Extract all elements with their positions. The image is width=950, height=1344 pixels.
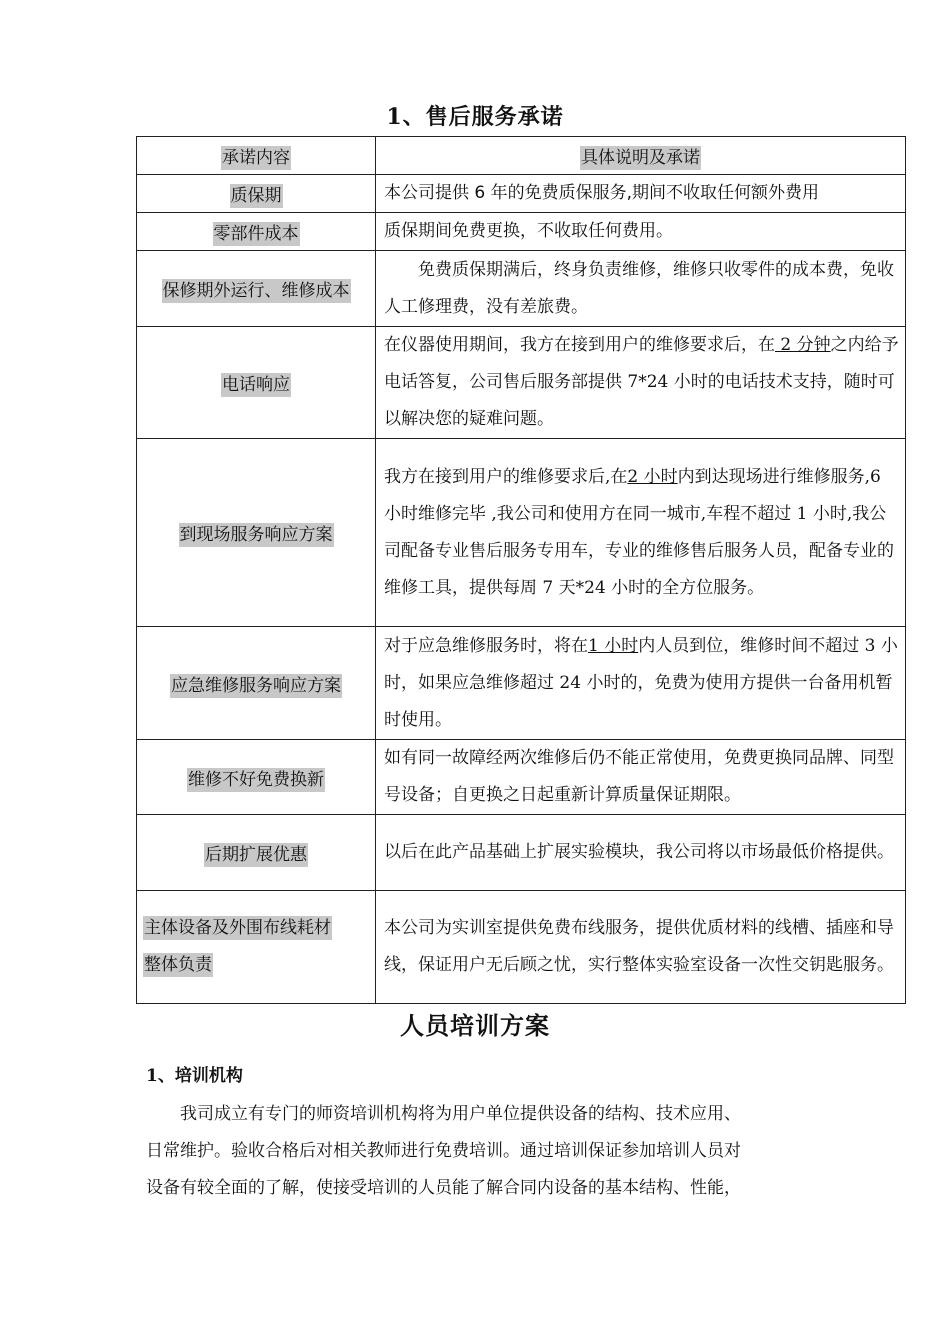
row-desc: 本公司为实训室提供免费布线服务，提供优质材料的线槽、插座和导线，保证用户无后顾之忧，实行整体实验室设备一次性交钥匙服务。 [376,891,906,1004]
table-row [137,439,906,627]
row-item: 零部件成本 [213,224,299,244]
row-item: 主体设备及外围布线耗材 [144,918,331,938]
row-desc: 质保期间免费更换，不收取任何费用。 [376,213,906,251]
header-description: 具体说明及承诺 [581,148,700,168]
row-item: 电话响应 [222,375,290,395]
table-header-row [137,137,906,175]
response-time: 1 小时 [588,635,639,656]
table-row [137,627,906,740]
after-sales-table [136,136,906,1004]
response-time: 2 分钟 [775,335,831,355]
row-item-line2: 整体负责 [144,955,212,975]
table-row [137,251,906,327]
row-item: 应急维修服务响应方案 [171,675,341,696]
paragraph-line: 设备有较全面的了解，使接受培训的人员能了解合同内设备的基本结构、性能， [146,1178,741,1198]
row-item: 保修期外运行、维修成本 [162,281,350,301]
table-row [137,740,906,815]
table-row [137,327,906,439]
section-title-training: 人员培训方案 [400,1011,550,1040]
table-row [137,213,906,251]
table-row [137,891,906,1004]
row-desc: 我方在接到用户的维修要求后,在2 小时内到达现场进行维修服务,6 小时维修完毕 ,我公司和使用方在同一城市,车程不超过 1 小时,我公司配备专业售后服务专用车，专业的维修售后服务人员，配备专业的维修工具，提供每周 7 天*24 小时的全方位服务。 [376,439,906,627]
section-title-after-sales: 1、售后服务承诺 [386,104,564,130]
row-item: 质保期 [230,186,282,206]
paragraph-line: 日常维护。验收合格后对相关教师进行免费培训。通过培训保证参加培训人员对 [146,1141,741,1161]
header-commitment: 承诺内容 [222,148,290,168]
row-desc: 在仪器使用期间，我方在接到用户的维修要求后，在 2 分钟之内给予电话答复，公司售后服务部提供 7*24 小时的电话技术支持，随时可以解决您的疑难问题。 [376,327,906,439]
row-item: 后期扩展优惠 [205,845,307,865]
row-item: 维修不好免费换新 [188,769,324,790]
response-time: 2 小时 [627,466,678,487]
row-desc: 本公司提供 6 年的免费质保服务,期间不收取任何额外费用 [376,175,906,213]
row-desc: 免费质保期满后，终身负责维修，维修只收零件的成本费，免收人工修理费，没有差旅费。 [376,251,906,327]
paragraph-line: 我司成立有专门的师资培训机构将为用户单位提供设备的结构、技术应用、 [180,1104,741,1124]
table-row [137,815,906,891]
subsection-title: 1、培训机构 [146,1066,243,1086]
row-item: 到现场服务响应方案 [179,525,333,545]
row-desc: 以后在此产品基础上扩展实验模块，我公司将以市场最低价格提供。 [376,815,906,891]
training-paragraph [146,1096,826,1207]
row-desc: 对于应急维修服务时，将在1 小时内人员到位，维修时间不超过 3 小时，如果应急维修超过 24 小时的，免费为使用方提供一台备用机暂时使用。 [376,627,906,740]
row-desc: 如有同一故障经两次维修后仍不能正常使用，免费更换同品牌、同型号设备；自更换之日起重新计算质量保证期限。 [376,740,906,815]
table-row [137,175,906,213]
